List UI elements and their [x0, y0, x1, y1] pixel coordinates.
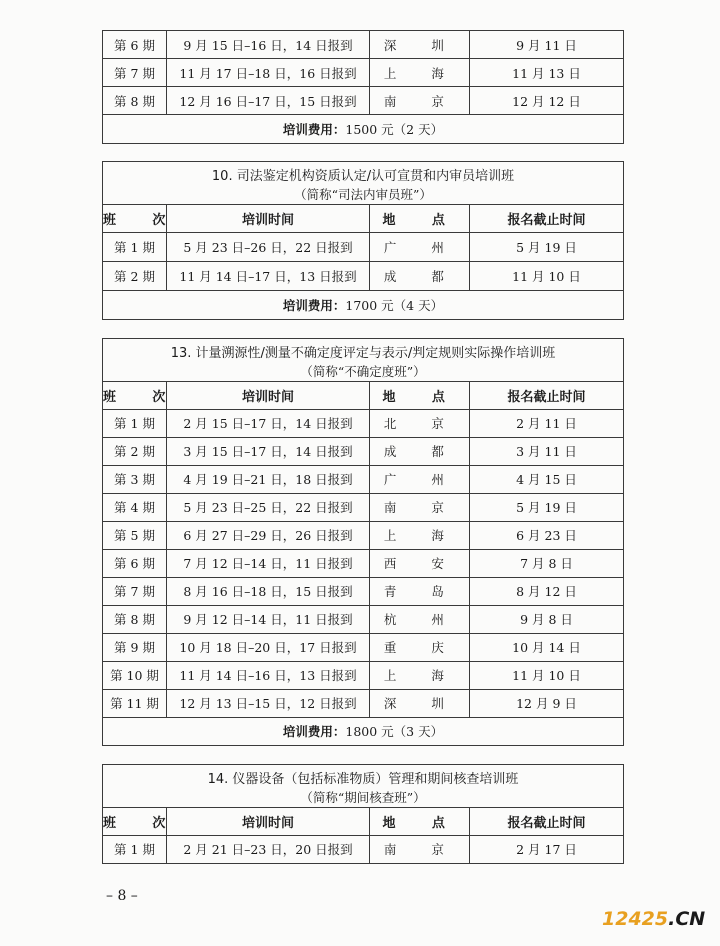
table-row [103, 835, 624, 863]
cell-time: 3 月 15 日–17 日，14 日报到 [167, 437, 370, 465]
cell-time: 9 月 15 日–16 日，14 日报到 [167, 31, 370, 59]
fee-label: 培训费用： [282, 297, 346, 313]
cell-time: 10 月 18 日–20 日，17 日报到 [167, 633, 370, 661]
header-time: 培训时间 [167, 807, 370, 835]
table-row [103, 661, 624, 689]
fee-label: 培训费用： [282, 122, 346, 137]
table-row [103, 31, 624, 59]
header-location: 地 点 [370, 807, 470, 835]
cell-location: 上 海 [370, 661, 470, 689]
cell-deadline: 11 月 13 日 [470, 59, 624, 87]
cell-period: 第 2 期 [103, 261, 167, 290]
cell-location: 重 庆 [370, 633, 470, 661]
header-deadline: 报名截止时间 [470, 204, 624, 232]
cell-period: 第 6 期 [103, 549, 167, 577]
cell-time: 11 月 14 日–16 日，13 日报到 [167, 661, 370, 689]
cell-location: 南 京 [370, 835, 470, 863]
table-row [103, 493, 624, 521]
cell-period: 第 4 期 [103, 493, 167, 521]
watermark-number: 12425 [602, 908, 669, 930]
cell-time: 8 月 16 日–18 日，15 日报到 [167, 577, 370, 605]
header-deadline: 报名截止时间 [470, 381, 624, 409]
page-number: – 8 – [106, 888, 138, 904]
fee-row [103, 717, 624, 745]
cell-period: 第 10 期 [103, 661, 167, 689]
table-row [103, 87, 624, 115]
header-period: 班 次 [103, 381, 167, 409]
table-row [103, 633, 624, 661]
cell-period: 第 5 期 [103, 521, 167, 549]
fee-row [103, 290, 624, 319]
table-subtitle: （简称“期间核查班”） [103, 787, 624, 807]
fee-value: 1800 元（3 天） [345, 724, 444, 739]
header-time: 培训时间 [167, 381, 370, 409]
cell-time: 11 月 14 日–17 日，13 日报到 [167, 261, 370, 290]
fee-label: 培训费用： [282, 724, 346, 739]
cell-deadline: 10 月 14 日 [470, 633, 624, 661]
table-row [103, 549, 624, 577]
cell-location: 南 京 [370, 493, 470, 521]
cell-deadline: 7 月 8 日 [470, 549, 624, 577]
table-row [103, 437, 624, 465]
table-subtitle: （简称“不确定度班”） [103, 361, 624, 381]
cell-deadline: 11 月 10 日 [470, 261, 624, 290]
table-row [103, 409, 624, 437]
cell-location: 深 圳 [370, 689, 470, 717]
table-row [103, 577, 624, 605]
cell-location: 上 海 [370, 521, 470, 549]
cell-deadline: 11 月 10 日 [470, 661, 624, 689]
cell-period: 第 3 期 [103, 465, 167, 493]
cell-deadline: 2 月 11 日 [470, 409, 624, 437]
cell-period: 第 2 期 [103, 437, 167, 465]
cell-deadline: 2 月 17 日 [470, 835, 624, 863]
cell-location: 青 岛 [370, 577, 470, 605]
cell-time: 7 月 12 日–14 日，11 日报到 [167, 549, 370, 577]
cell-deadline: 8 月 12 日 [470, 577, 624, 605]
cell-time: 2 月 15 日–17 日，14 日报到 [167, 409, 370, 437]
table-10 [102, 161, 624, 320]
cell-period: 第 1 期 [103, 835, 167, 863]
table-14 [102, 764, 624, 864]
header-period: 班 次 [103, 807, 167, 835]
cell-time: 5 月 23 日–26 日，22 日报到 [167, 232, 370, 261]
table-title: 13. 计量溯源性/测量不确定度评定与表示/判定规则实际操作培训班 [103, 339, 624, 362]
cell-period: 第 1 期 [103, 232, 167, 261]
cell-time: 4 月 19 日–21 日，18 日报到 [167, 465, 370, 493]
table-title: 10. 司法鉴定机构资质认定/认可宣贯和内审员培训班 [103, 162, 624, 185]
cell-deadline: 12 月 12 日 [470, 87, 624, 115]
table-13 [102, 338, 624, 746]
cell-period: 第 8 期 [103, 605, 167, 633]
cell-location: 成 都 [370, 261, 470, 290]
cell-period: 第 8 期 [103, 87, 167, 115]
cell-location: 广 州 [370, 232, 470, 261]
cell-location: 上 海 [370, 59, 470, 87]
cell-deadline: 4 月 15 日 [470, 465, 624, 493]
header-location: 地 点 [370, 381, 470, 409]
header-location: 地 点 [370, 204, 470, 232]
table-row [103, 521, 624, 549]
header-time: 培训时间 [167, 204, 370, 232]
cell-location: 西 安 [370, 549, 470, 577]
cell-location: 广 州 [370, 465, 470, 493]
cell-period: 第 11 期 [103, 689, 167, 717]
cell-time: 12 月 13 日–15 日，12 日报到 [167, 689, 370, 717]
cell-location: 深 圳 [370, 31, 470, 59]
table-row [103, 605, 624, 633]
watermark-domain: .CN [668, 908, 706, 930]
cell-deadline: 9 月 8 日 [470, 605, 624, 633]
header-period: 班 次 [103, 204, 167, 232]
cell-location: 成 都 [370, 437, 470, 465]
cell-period: 第 9 期 [103, 633, 167, 661]
cell-deadline: 12 月 9 日 [470, 689, 624, 717]
cell-location: 杭 州 [370, 605, 470, 633]
cell-period: 第 6 期 [103, 31, 167, 59]
cell-deadline: 3 月 11 日 [470, 437, 624, 465]
cell-period: 第 7 期 [103, 577, 167, 605]
cell-deadline: 5 月 19 日 [470, 493, 624, 521]
site-watermark [602, 908, 705, 930]
table-row [103, 689, 624, 717]
table-row [103, 59, 624, 87]
fee-value: 1700 元（4 天） [345, 297, 444, 313]
cell-deadline: 9 月 11 日 [470, 31, 624, 59]
table-continued [102, 30, 624, 144]
cell-time: 2 月 21 日–23 日，20 日报到 [167, 835, 370, 863]
cell-location: 北 京 [370, 409, 470, 437]
cell-period: 第 1 期 [103, 409, 167, 437]
cell-time: 9 月 12 日–14 日，11 日报到 [167, 605, 370, 633]
cell-time: 11 月 17 日–18 日，16 日报到 [167, 59, 370, 87]
fee-value: 1500 元（2 天） [345, 122, 444, 137]
cell-location: 南 京 [370, 87, 470, 115]
cell-deadline: 6 月 23 日 [470, 521, 624, 549]
table-subtitle: （简称“司法内审员班”） [103, 184, 624, 204]
table-row [103, 465, 624, 493]
cell-period: 第 7 期 [103, 59, 167, 87]
table-row [103, 261, 624, 290]
cell-time: 12 月 16 日–17 日，15 日报到 [167, 87, 370, 115]
table-row [103, 232, 624, 261]
fee-row [103, 115, 624, 144]
cell-time: 6 月 27 日–29 日，26 日报到 [167, 521, 370, 549]
table-title: 14. 仪器设备（包括标准物质）管理和期间核查培训班 [103, 765, 624, 788]
header-deadline: 报名截止时间 [470, 807, 624, 835]
cell-time: 5 月 23 日–25 日，22 日报到 [167, 493, 370, 521]
cell-deadline: 5 月 19 日 [470, 232, 624, 261]
